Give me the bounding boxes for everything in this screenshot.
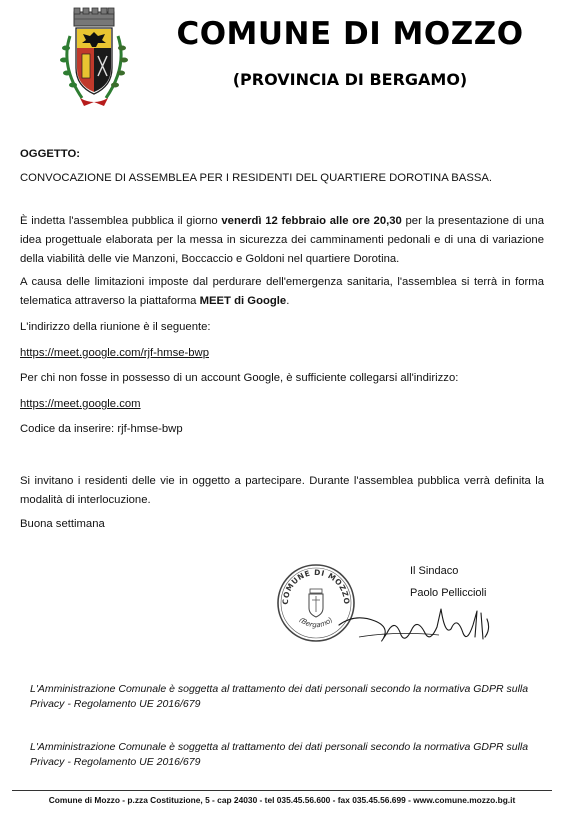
- platform-text-end: .: [286, 295, 290, 307]
- footer-contact-info: Comune di Mozzo - p.zza Costituzione, 5 - cap 24030 - tel 035.45.56.600 - fax 035.45.56.699 - www.comune.mozzo.bg.it: [48, 795, 516, 805]
- announcement-text-start: È indetta l'assemblea pubblica il giorno: [20, 215, 222, 227]
- municipal-crest-logo: [50, 6, 138, 112]
- subject-text: CONVOCAZIONE DI ASSEMBLEA PER I RESIDENTI DEL QUARTIERE DOROTINA BASSA.: [20, 172, 493, 184]
- footer-divider: [12, 790, 552, 791]
- province-subtitle: (PROVINCIA DI BERGAMO): [232, 70, 468, 89]
- stamp-text-bottom: (Bergamo): [297, 615, 335, 630]
- mayor-name: Paolo Pelliccioli: [410, 587, 487, 599]
- mayor-role: Il Sindaco: [410, 565, 459, 577]
- privacy-notice-1: L'Amministrazione Comunale è soggetta al trattamento dei dati personali secondo la normativa GDPR sulla Privacy - Regolamento UE 2016/679: [30, 683, 529, 710]
- announcement-text-end: per la presentazione di una idea progettuale elaborata per la messa in sicurezza dei camminamenti pedonali e di una di variazione della viabilità delle vie Manzoni, Boccaccio e Goldoni nel quartiere Dorotina.: [20, 215, 544, 265]
- platform-paragraph: [20, 273, 544, 311]
- subject-label: OGGETTO:: [20, 148, 81, 160]
- stamp-text-top: COMUNE DI MOZZO: [280, 567, 352, 605]
- platform-text-start: A causa delle limitazioni imposte dal perdurare dell'emergenza sanitaria, l'assemblea si terrà in forma telematica attraverso la piattaforma: [20, 276, 544, 307]
- privacy-notice-2: L'Amministrazione Comunale è soggetta al trattamento dei dati personali secondo la normativa GDPR sulla Privacy - Regolamento UE 2016/679: [30, 741, 529, 768]
- meeting-code-text: Codice da inserire: rjf-hmse-bwp: [20, 423, 183, 435]
- generic-meet-url-link[interactable]: https://meet.google.com: [20, 398, 141, 410]
- platform-name: MEET di Google: [199, 295, 287, 307]
- page-title: COMUNE DI MOZZO: [176, 16, 524, 52]
- meeting-date-time: venerdì 12 febbraio alle ore 20,30: [221, 215, 402, 227]
- invitation-paragraph: Si invitano i residenti delle vie in oggetto a partecipare. Durante l'assemblea pubblica verrà definita la modalità di interlocuzione.: [20, 475, 544, 506]
- no-account-text: Per chi non fosse in possesso di un account Google, è sufficiente collegarsi all'indirizzo:: [20, 372, 459, 384]
- mayor-signature: [335, 595, 495, 647]
- closing-greeting: Buona settimana: [20, 518, 105, 530]
- meeting-address-intro: L'indirizzo della riunione è il seguente:: [20, 321, 211, 333]
- svg-text:(Bergamo): [298, 616, 335, 630]
- announcement-paragraph: [20, 212, 544, 269]
- meeting-url-link[interactable]: https://meet.google.com/rjf-hmse-bwp: [20, 347, 209, 359]
